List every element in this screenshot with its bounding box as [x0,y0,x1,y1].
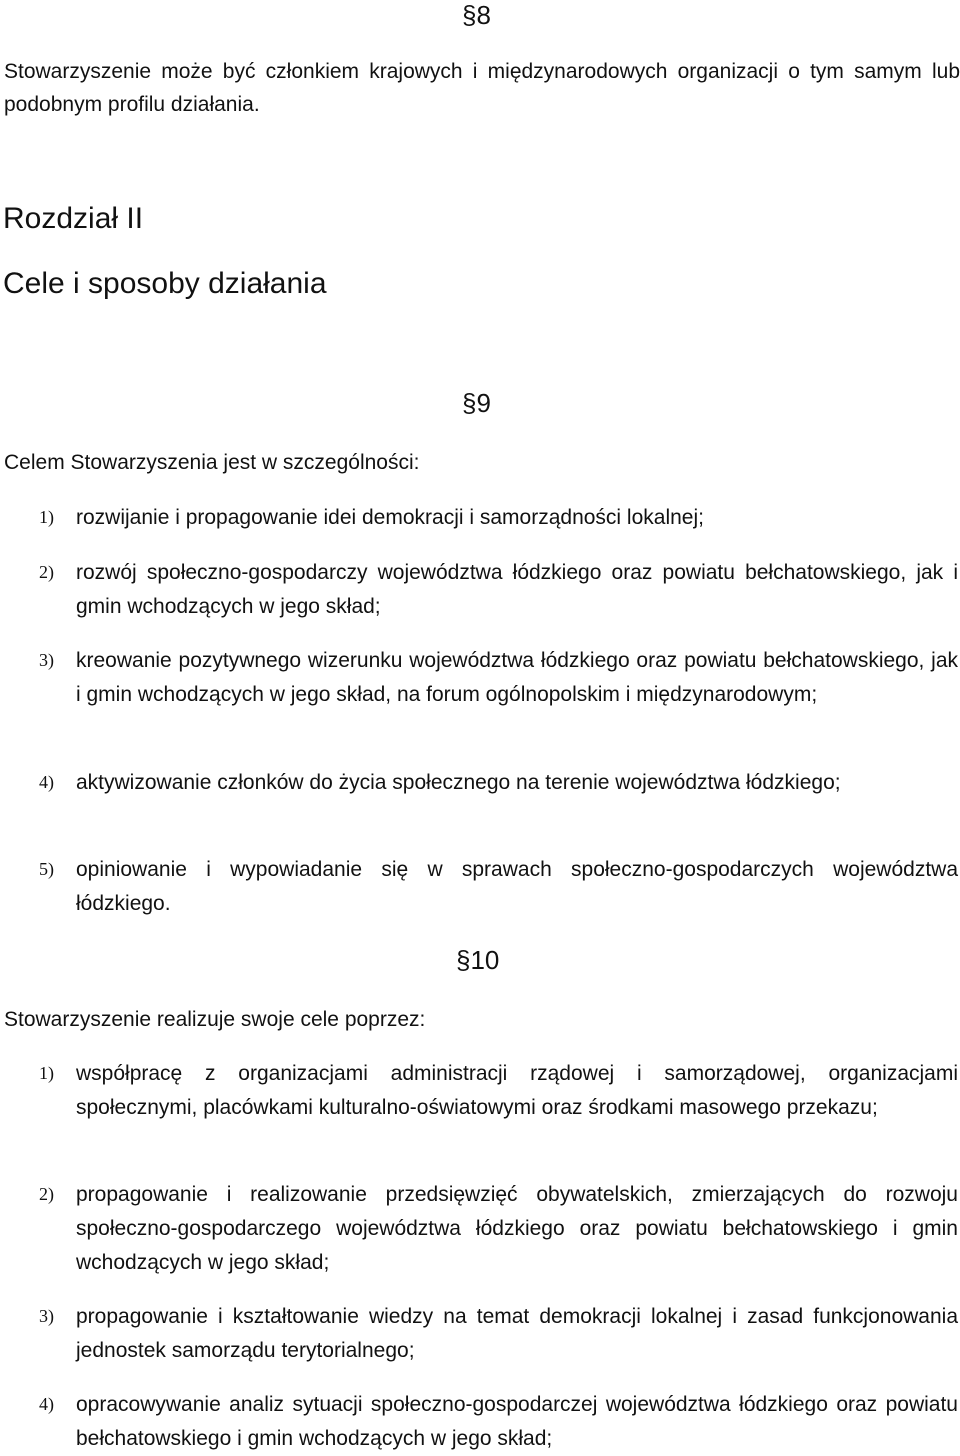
list-item-text: opiniowanie i wypowiadanie się w sprawach społeczno-gospodarczych województwa łódzkiego. [76,858,958,915]
section-8-mark: §8 [462,0,491,30]
list-item-text: propagowanie i kształtowanie wiedzy na temat demokracji lokalnej i zasad funkcjonowania jednostek samorządu terytorialnego; [76,1305,958,1362]
section-10-mark: §10 [456,945,500,975]
list-item-text: aktywizowanie członków do życia społecznego na terenie województwa łódzkiego; [76,771,841,794]
section-9-lead: Celem Stowarzyszenia jest w szczególności: [4,451,420,474]
list-number: 4) [39,1394,54,1414]
list-number: 3) [39,650,54,670]
list-number: 3) [39,1306,54,1326]
list-item-text: współpracę z organizacjami administracji rządowej i samorządowej, organizacjami społecznymi, placówkami kulturalno-oświatowymi oraz środkami masowego przekazu; [76,1062,958,1119]
section-9-mark: §9 [462,388,491,418]
list-number: 2) [39,562,54,582]
list-item-text: propagowanie i realizowanie przedsięwzięć obywatelskich, zmierzających do rozwoju społeczno-gospodarczego województwa łódzkiego oraz powiatu bełchatowskiego i gmin wchodzących w jego skład; [76,1183,958,1274]
chapter-subtitle: Cele i sposoby działania [3,267,327,300]
list-item-text: kreowanie pozytywnego wizerunku województwa łódzkiego oraz powiatu bełchatowskiego, jak i gmin wchodzących w jego skład, na forum ogólnopolskim i międzynarodowym; [76,649,958,706]
list-item-text: opracowywanie analiz sytuacji społeczno-gospodarczej województwa łódzkiego oraz powiatu bełchatowskiego i gmin wchodzących w jego skład; [76,1393,958,1450]
list-item-text: rozwijanie i propagowanie idei demokracji i samorządności lokalnej; [76,506,704,529]
list-item-text: rozwój społeczno-gospodarczy województwa łódzkiego oraz powiatu bełchatowskiego, jak i gmin wchodzących w jego skład; [76,561,958,618]
list-number: 1) [39,507,54,527]
list-number: 5) [39,859,54,879]
list-number: 4) [39,772,54,792]
chapter-title: Rozdział II [3,202,144,235]
list-number: 1) [39,1063,54,1083]
section-10-lead: Stowarzyszenie realizuje swoje cele poprzez: [4,1008,426,1031]
list-number: 2) [39,1184,54,1204]
section-8-paragraph: Stowarzyszenie może być członkiem krajowych i międzynarodowych organizacji o tym samym lub podobnym profilu działania. [4,60,960,116]
